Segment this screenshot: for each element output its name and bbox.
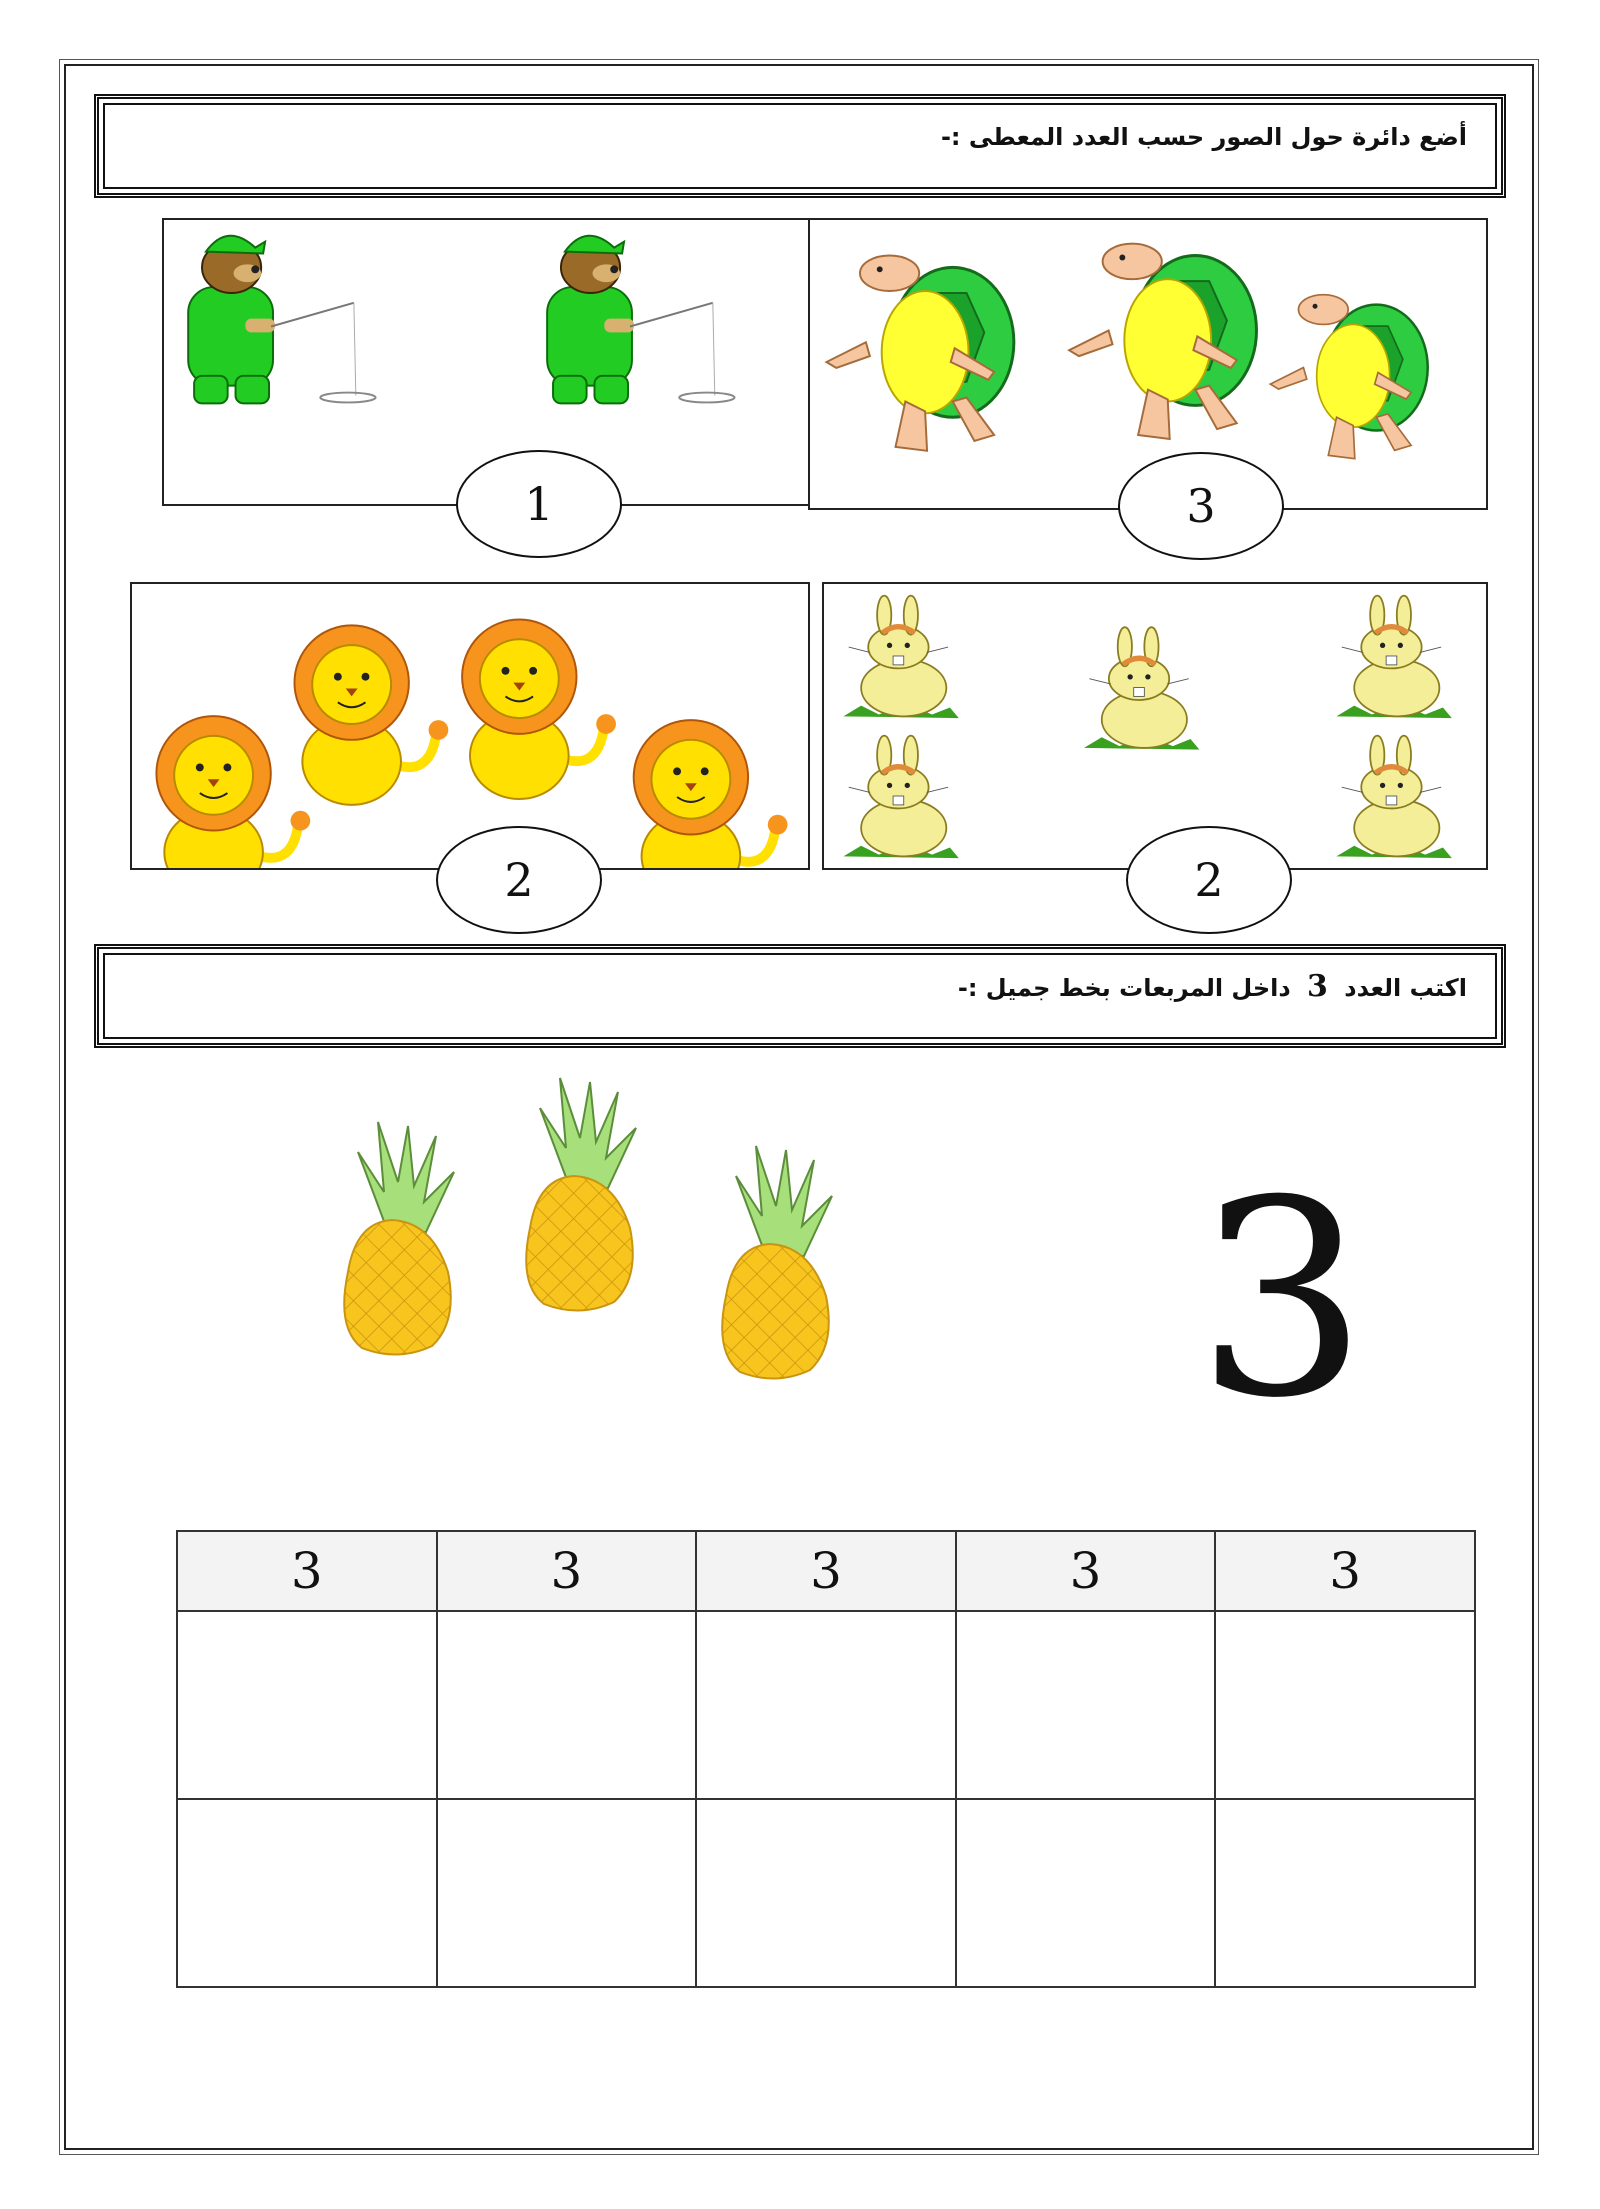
instruction-circle-text: أضع دائرة حول الصور حسب العدد المعطى :- [940, 123, 1467, 151]
count-oval-turtles[interactable]: 3 [1118, 452, 1284, 560]
writing-cell[interactable] [437, 1611, 697, 1799]
writing-cell[interactable] [696, 1611, 956, 1799]
writing-cell[interactable] [177, 1611, 437, 1799]
count-oval-rabbits[interactable]: 2 [1126, 826, 1292, 934]
writing-cell[interactable] [696, 1799, 956, 1987]
model-cell: 3 [437, 1531, 697, 1611]
model-cell: 3 [956, 1531, 1216, 1611]
panel-turtles [808, 218, 1488, 533]
panel-lions [130, 582, 810, 907]
instruction-box-write [94, 944, 1506, 1048]
writing-cell[interactable] [956, 1799, 1216, 1987]
model-row [177, 1531, 1475, 1611]
blank-row [177, 1611, 1475, 1799]
panel-rabbits [822, 582, 1488, 907]
rabbits-illustration [824, 584, 1486, 868]
instruction-write-before: اكتب العدد [1344, 974, 1467, 1002]
pineapples-illustration [320, 1068, 860, 1388]
writing-cell[interactable] [1215, 1611, 1475, 1799]
model-cell: 3 [177, 1531, 437, 1611]
writing-cell[interactable] [1215, 1799, 1475, 1987]
lions-illustration [132, 584, 808, 868]
big-number: 3 [1196, 1142, 1368, 1457]
instruction-box-circle [94, 94, 1506, 198]
instruction-write-after: داخل المربعات بخط جميل :- [957, 974, 1291, 1002]
writing-cell[interactable] [956, 1611, 1216, 1799]
count-oval-bears[interactable]: 1 [456, 450, 622, 558]
instruction-write-number: 3 [1307, 969, 1328, 1004]
count-oval-lions[interactable]: 2 [436, 826, 602, 934]
blank-row [177, 1799, 1475, 1987]
instruction-write-text [958, 969, 1467, 1004]
model-cell: 3 [1215, 1531, 1475, 1611]
writing-cell[interactable] [437, 1799, 697, 1987]
model-cell: 3 [696, 1531, 956, 1611]
panel-bears [162, 218, 810, 531]
writing-cell[interactable] [177, 1799, 437, 1987]
practice-table [176, 1530, 1476, 1988]
